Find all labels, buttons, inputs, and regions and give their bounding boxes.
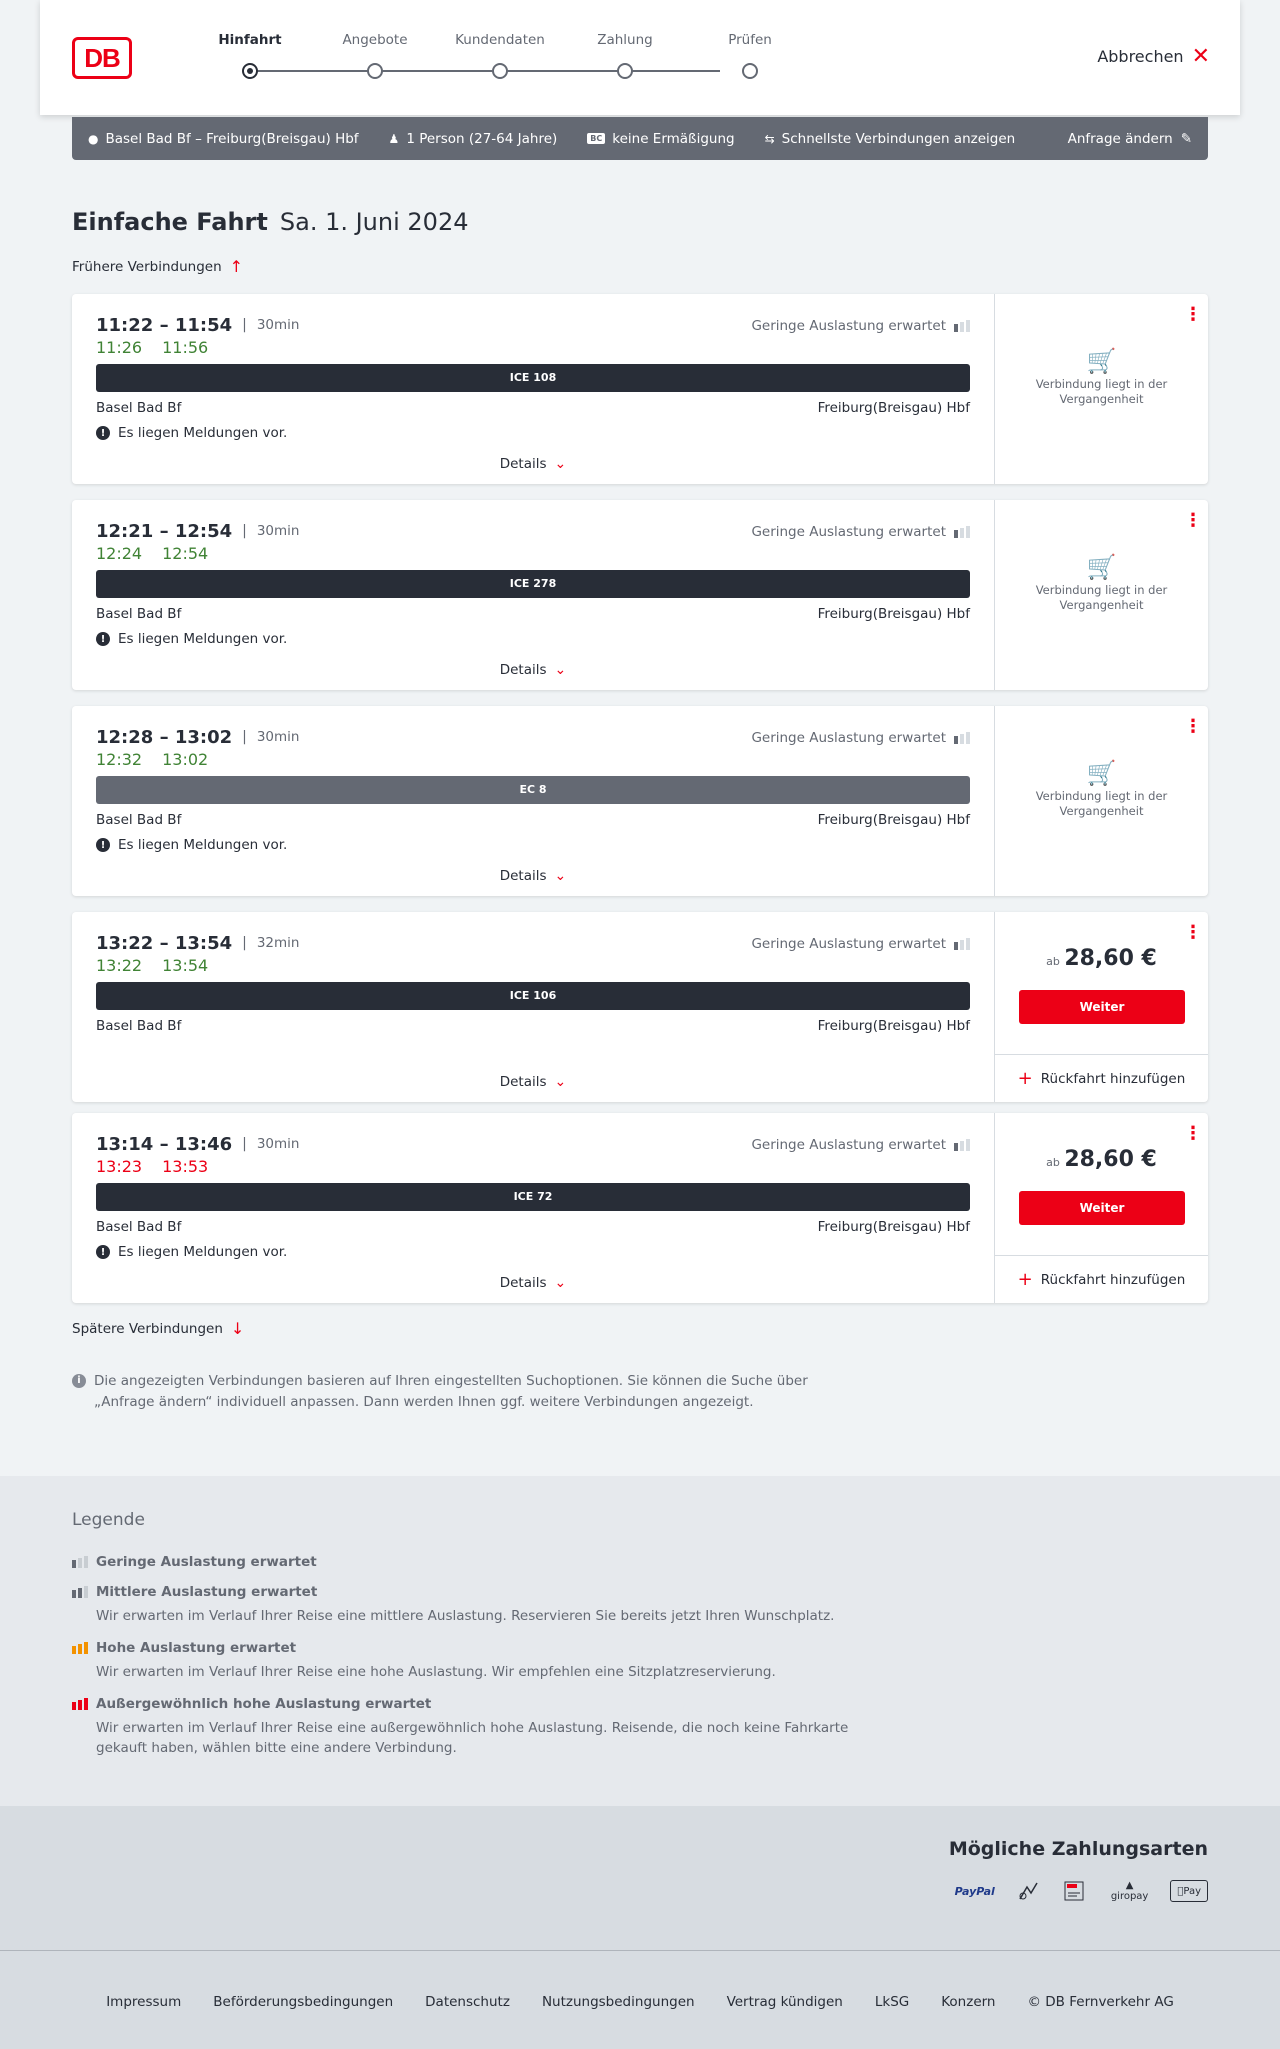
- more-options-icon[interactable]: ⋮: [1184, 510, 1202, 531]
- search-info-text: Die angezeigten Verbindungen basieren auf Ihren eingestellten Suchoptionen. Sie können die Suche über „Anfrage ändern“ individuell anpassen. Dann werden Ihnen ggf. weitere Verbindungen angezeigt.: [94, 1373, 808, 1410]
- occupancy-level-icon: [72, 1586, 88, 1598]
- legend-item: [72, 1554, 1208, 1570]
- details-toggle[interactable]: [72, 662, 994, 678]
- realtime-arrival: 13:53: [162, 1157, 209, 1176]
- message-text: Es liegen Meldungen vor.: [118, 425, 288, 441]
- occupancy-label: Geringe Auslastung erwartet: [751, 318, 946, 334]
- realtime-times: [96, 956, 970, 978]
- arrival-station: Freiburg(Breisgau) Hbf: [817, 606, 970, 622]
- duration: 30min: [256, 317, 300, 333]
- occupancy-low-icon: [954, 1139, 970, 1151]
- departure-station: Basel Bad Bf: [96, 606, 182, 622]
- departure-station: Basel Bad Bf: [96, 1018, 182, 1034]
- legend-item-label: Mittlere Auslastung erwartet: [96, 1584, 318, 1600]
- plus-icon: +: [1017, 1269, 1033, 1290]
- connection-card: [72, 912, 1208, 1102]
- message-notice: [96, 630, 970, 648]
- later-connections-label: Spätere Verbindungen: [72, 1320, 223, 1337]
- realtime-departure: 12:24: [96, 544, 143, 563]
- trip-type: Einfache Fahrt: [72, 208, 268, 236]
- step-dot: [617, 63, 633, 79]
- occupancy-label: Geringe Auslastung erwartet: [751, 524, 946, 540]
- chevron-down-icon: ⌄: [554, 1074, 567, 1090]
- connection-card: [72, 1113, 1208, 1303]
- stations: [96, 400, 970, 418]
- cancel-button[interactable]: [1097, 43, 1210, 69]
- footer-links: [0, 1951, 1280, 2049]
- departure-station: Basel Bad Bf: [96, 812, 182, 828]
- message-text: Es liegen Meldungen vor.: [118, 631, 288, 647]
- duration: 30min: [256, 729, 300, 745]
- duration: 30min: [256, 523, 300, 539]
- past-connection-text: Verbindung liegt in der Vergangenheit: [1035, 583, 1168, 612]
- person-icon: ♟: [388, 131, 400, 146]
- legend-item-label: Geringe Auslastung erwartet: [96, 1554, 317, 1570]
- details-label: Details: [499, 1074, 547, 1090]
- realtime-times: [96, 544, 970, 566]
- separator: |: [242, 729, 247, 745]
- occupancy-low-icon: [954, 320, 970, 332]
- past-connection-text: Verbindung liegt in der Vergangenheit: [1035, 789, 1168, 818]
- query-passengers: [389, 131, 558, 147]
- separator: |: [242, 935, 247, 951]
- offer-panel: [994, 500, 1208, 690]
- step-label: Zahlung: [597, 32, 653, 48]
- occupancy-indicator: [751, 730, 970, 746]
- arrow-down-icon: ↓: [230, 1319, 245, 1338]
- occupancy-indicator: [751, 936, 970, 952]
- realtime-departure: 13:23: [96, 1157, 143, 1176]
- apple-pay-icon: [1170, 1880, 1208, 1902]
- legend-item-title: [72, 1640, 1208, 1656]
- footer-link-nutzungsbedingungen[interactable]: Nutzungsbedingungen: [541, 1994, 695, 2010]
- footer-link-impressum[interactable]: Impressum: [106, 1994, 182, 2010]
- step-label: Kundendaten: [455, 32, 545, 48]
- alert-icon: !: [96, 426, 110, 440]
- realtime-times: [96, 1157, 970, 1179]
- step-kundendaten: [450, 32, 550, 79]
- past-connection-notice: [995, 759, 1208, 819]
- price: [995, 1147, 1208, 1172]
- top-header: [40, 0, 1240, 115]
- arrival-station: Freiburg(Breisgau) Hbf: [817, 400, 970, 416]
- past-connection-notice: [995, 553, 1208, 613]
- db-logo[interactable]: DB: [72, 37, 132, 79]
- add-return-trip-button[interactable]: [995, 1054, 1208, 1102]
- offer-panel: [994, 294, 1208, 484]
- step-dot: [367, 63, 383, 79]
- details-toggle[interactable]: [72, 1275, 994, 1291]
- giropay-symbol: ▲: [1125, 1880, 1134, 1891]
- payment-methods-section: [0, 1806, 1280, 1951]
- search-query-bar: [72, 117, 1208, 160]
- query-fastest-label: Schnellste Verbindungen anzeigen: [781, 130, 1016, 147]
- info-icon: i: [72, 1374, 86, 1388]
- price-prefix: ab: [1046, 1156, 1060, 1169]
- payment-methods-title: Mögliche Zahlungsarten: [948, 1838, 1208, 1860]
- legend-title: Legende: [72, 1510, 145, 1530]
- occupancy-indicator: [751, 318, 970, 334]
- price-value: 28,60 €: [1064, 1147, 1157, 1172]
- query-discount-label: keine Ermäßigung: [612, 130, 735, 147]
- duration: 30min: [256, 1136, 300, 1152]
- cart-unavailable-icon: 🛒: [1086, 759, 1117, 787]
- legend-item-label: Außergewöhnlich hohe Auslastung erwartet: [96, 1696, 432, 1712]
- legend-item: [72, 1696, 1208, 1758]
- details-toggle[interactable]: [72, 868, 994, 884]
- occupancy-low-icon: [954, 938, 970, 950]
- arrow-up-icon: ↑: [229, 257, 244, 276]
- booking-stepper: [200, 32, 770, 82]
- chevron-down-icon: ⌄: [554, 868, 567, 884]
- scheduled-times: 13:22 – 13:54: [96, 932, 233, 954]
- sepa-icon: [1063, 1876, 1089, 1906]
- past-connection-text: Verbindung liegt in der Vergangenheit: [1035, 377, 1168, 406]
- details-label: Details: [499, 1275, 547, 1291]
- plus-icon: +: [1017, 1068, 1033, 1089]
- price-value: 28,60 €: [1064, 946, 1157, 971]
- alert-icon: !: [96, 1245, 110, 1259]
- price: [995, 946, 1208, 971]
- pencil-icon: ✎: [1180, 130, 1192, 147]
- footer-link-vertrag-kuendigen[interactable]: Vertrag kündigen: [726, 1994, 843, 2010]
- more-options-icon[interactable]: ⋮: [1184, 716, 1202, 737]
- chevron-down-icon: ⌄: [554, 1275, 567, 1291]
- footer-link-lksg[interactable]: LkSG: [874, 1994, 910, 2010]
- stations: [96, 606, 970, 624]
- query-fastest: [765, 131, 1016, 147]
- add-return-trip-label: Rückfahrt hinzufügen: [1040, 1271, 1186, 1288]
- direct-debit-icon: [1017, 1876, 1041, 1906]
- step-zahlung: [575, 32, 675, 79]
- details-label: Details: [499, 662, 547, 678]
- chevron-down-icon: ⌄: [554, 662, 567, 678]
- realtime-departure: 13:22: [96, 956, 143, 975]
- page-title: [72, 208, 468, 236]
- realtime-times: [96, 750, 970, 772]
- legend-item-title: [72, 1554, 1208, 1570]
- realtime-arrival: 13:02: [162, 750, 209, 769]
- paypal-icon: PayPal: [954, 1884, 995, 1898]
- add-return-trip-label: Rückfahrt hinzufügen: [1040, 1070, 1186, 1087]
- scheduled-times: 12:21 – 12:54: [96, 520, 233, 542]
- departure-station: Basel Bad Bf: [96, 400, 182, 416]
- footer-copyright: © DB Fernverkehr AG: [1027, 1994, 1174, 2010]
- message-notice: [96, 424, 970, 442]
- duration: 32min: [256, 935, 300, 951]
- query-route: [88, 131, 359, 147]
- step-label: Hinfahrt: [218, 32, 282, 48]
- legend-section: [0, 1476, 1280, 1806]
- legend-item-description: Wir erwarten im Verlauf Ihrer Reise eine hohe Auslastung. Wir empfehlen eine Sitzplatzreservierung.: [96, 1664, 776, 1680]
- legend-item-description: Wir erwarten im Verlauf Ihrer Reise eine mittlere Auslastung. Reservieren Sie bereits jetzt Ihren Wunschplatz.: [96, 1608, 835, 1624]
- train-bar[interactable]: ICE 108: [96, 364, 970, 392]
- realtime-departure: 12:32: [96, 750, 143, 769]
- continue-button[interactable]: Weiter: [1019, 1191, 1185, 1225]
- message-text: Es liegen Meldungen vor.: [118, 1244, 288, 1260]
- location-pin-icon: ●: [88, 131, 99, 146]
- occupancy-level-icon: [72, 1698, 88, 1710]
- departure-station: Basel Bad Bf: [96, 1219, 182, 1235]
- query-passengers-label: 1 Person (27-64 Jahre): [406, 130, 558, 147]
- step-label: Angebote: [342, 32, 408, 48]
- step-angebote: [325, 32, 425, 79]
- alert-icon: !: [96, 838, 110, 852]
- more-options-icon[interactable]: ⋮: [1184, 304, 1202, 325]
- connection-card: [72, 500, 1208, 690]
- chevron-down-icon: ⌄: [554, 456, 567, 472]
- query-route-label: Basel Bad Bf – Freiburg(Breisgau) Hbf: [105, 130, 359, 147]
- legend-item-label: Hohe Auslastung erwartet: [96, 1640, 297, 1656]
- add-return-trip-button[interactable]: [995, 1255, 1208, 1303]
- giropay-icon: [1111, 1876, 1149, 1906]
- details-label: Details: [499, 456, 547, 472]
- realtime-arrival: 13:54: [162, 956, 209, 975]
- price-prefix: ab: [1046, 955, 1060, 968]
- scheduled-times: 13:14 – 13:46: [96, 1133, 233, 1155]
- train-bar[interactable]: ICE 278: [96, 570, 970, 598]
- realtime-arrival: 12:54: [162, 544, 209, 563]
- occupancy-low-icon: [954, 526, 970, 538]
- message-notice: [96, 836, 970, 854]
- occupancy-label: Geringe Auslastung erwartet: [751, 730, 946, 746]
- close-icon: ✕: [1191, 43, 1210, 69]
- step-dot: [742, 63, 758, 79]
- arrival-station: Freiburg(Breisgau) Hbf: [817, 1018, 970, 1034]
- occupancy-indicator: [751, 1137, 970, 1153]
- occupancy-indicator: [751, 524, 970, 540]
- message-text: Es liegen Meldungen vor.: [118, 837, 288, 853]
- earlier-connections-link[interactable]: [72, 257, 243, 276]
- swap-arrows-icon: ⇆: [764, 131, 775, 146]
- edit-query-label: Anfrage ändern: [1067, 130, 1173, 147]
- legend-item: [72, 1640, 1208, 1682]
- offer-panel: [994, 912, 1208, 1102]
- occupancy-level-icon: [72, 1556, 88, 1568]
- cart-unavailable-icon: 🛒: [1086, 553, 1117, 581]
- train-bar[interactable]: ICE 106: [96, 982, 970, 1010]
- offer-panel: [994, 706, 1208, 896]
- separator: |: [242, 317, 247, 333]
- realtime-departure: 11:26: [96, 338, 143, 357]
- stations: [96, 1018, 970, 1036]
- scheduled-times: 12:28 – 13:02: [96, 726, 233, 748]
- stations: [96, 1219, 970, 1237]
- realtime-arrival: 11:56: [162, 338, 209, 357]
- occupancy-label: Geringe Auslastung erwartet: [751, 936, 946, 952]
- occupancy-level-icon: [72, 1642, 88, 1654]
- legend-item-title: [72, 1584, 1208, 1600]
- realtime-times: [96, 338, 970, 360]
- edit-query-button[interactable]: [1068, 131, 1192, 147]
- search-info-note: [72, 1371, 852, 1413]
- offer-panel: [994, 1113, 1208, 1303]
- footer-link-befoerderungsbedingungen[interactable]: Beförderungsbedingungen: [213, 1994, 394, 2010]
- arrival-station: Freiburg(Breisgau) Hbf: [817, 812, 970, 828]
- connection-card: [72, 294, 1208, 484]
- details-label: Details: [499, 868, 547, 884]
- separator: |: [242, 523, 247, 539]
- travel-date: Sa. 1. Juni 2024: [279, 208, 469, 236]
- step-dot: [492, 63, 508, 79]
- step-hinfahrt: [200, 32, 300, 79]
- legend-item: [72, 1584, 1208, 1626]
- message-notice: [96, 1243, 970, 1261]
- more-options-icon[interactable]: ⋮: [1184, 922, 1202, 943]
- occupancy-label: Geringe Auslastung erwartet: [751, 1137, 946, 1153]
- alert-icon: !: [96, 632, 110, 646]
- details-toggle[interactable]: [72, 456, 994, 472]
- cancel-label: Abbrechen: [1097, 47, 1184, 66]
- legend-item-description: Wir erwarten im Verlauf Ihrer Reise eine außergewöhnlich hohe Auslastung. Reisende, die noch keine Fahrkarte gekauft haben, wählen bitte eine andere Verbindung.: [96, 1720, 849, 1756]
- separator: |: [242, 1136, 247, 1152]
- step-pruefen: [700, 32, 800, 79]
- past-connection-notice: [995, 347, 1208, 407]
- stations: [96, 812, 970, 830]
- footer-link-konzern[interactable]: Konzern: [941, 1994, 996, 2010]
- cart-unavailable-icon: 🛒: [1086, 347, 1117, 375]
- footer-link-datenschutz[interactable]: Datenschutz: [425, 1994, 510, 2010]
- step-label: Prüfen: [728, 32, 772, 48]
- giropay-label: giropay: [1110, 1891, 1149, 1902]
- step-dot: [242, 63, 258, 79]
- earlier-connections-label: Frühere Verbindungen: [72, 258, 222, 275]
- query-discount: [587, 131, 734, 147]
- train-bar[interactable]: ICE 72: [96, 1183, 970, 1211]
- later-connections-link[interactable]: [72, 1319, 244, 1338]
- connection-card: [72, 706, 1208, 896]
- scheduled-times: 11:22 – 11:54: [96, 314, 233, 336]
- arrival-station: Freiburg(Breisgau) Hbf: [817, 1219, 970, 1235]
- apple-pay-label: Pay: [1183, 1885, 1201, 1897]
- details-toggle[interactable]: [72, 1074, 994, 1090]
- bahncard-icon: BC: [587, 133, 605, 144]
- train-bar[interactable]: EC 8: [96, 776, 970, 804]
- payment-icons: [955, 1876, 1208, 1906]
- more-options-icon[interactable]: ⋮: [1184, 1123, 1202, 1144]
- occupancy-low-icon: [954, 732, 970, 744]
- legend-item-title: [72, 1696, 1208, 1712]
- continue-button[interactable]: Weiter: [1019, 990, 1185, 1024]
